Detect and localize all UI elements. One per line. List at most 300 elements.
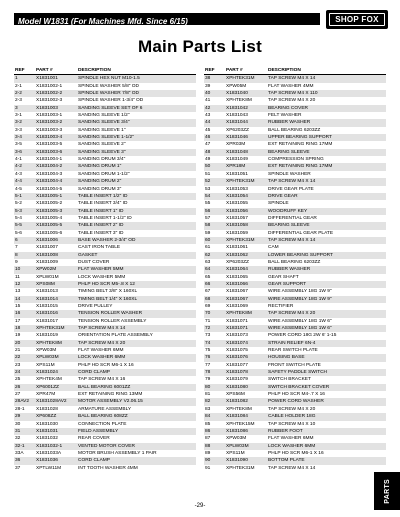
ref-cell: 61 bbox=[205, 245, 211, 251]
part-number-cell: X1831080 bbox=[225, 384, 267, 391]
part-number-cell: X1831057 bbox=[226, 215, 248, 221]
ref-cell: 4-2 bbox=[14, 163, 35, 170]
description-cell: MOTOR BRUSH ASSEMBLY 1 PAIR bbox=[78, 450, 157, 456]
description-cell: WOODRUFF KEY bbox=[267, 208, 386, 215]
table-row bbox=[204, 369, 386, 376]
part-number-cell: X1831086 bbox=[225, 428, 267, 435]
part-number-cell: X1831003-4 bbox=[35, 134, 77, 141]
description-cell: TENSION ROLLER WASHER bbox=[77, 310, 196, 317]
page-number: -29- bbox=[194, 503, 206, 509]
part-number-cell: X1831015 bbox=[36, 304, 58, 309]
description-cell: WIRE ASSEMBLY 18G 1W 6" bbox=[267, 325, 386, 332]
ref-cell: 29 bbox=[14, 413, 35, 420]
description-cell: DIFFERENTIAL GEAR PLATE bbox=[268, 230, 334, 236]
description-cell: CORD CLAMP bbox=[77, 457, 196, 464]
table-row bbox=[14, 97, 196, 104]
description-cell: FLAT WASHER 6MM bbox=[268, 436, 314, 442]
part-number-cell: X1831055 bbox=[226, 201, 248, 207]
ref-cell: 87 bbox=[205, 436, 211, 442]
description-cell: SPINDLE HEX NUT M10-1.5 bbox=[77, 75, 196, 83]
ref-cell: 63 bbox=[205, 259, 211, 265]
part-number-cell: X1831017 bbox=[36, 318, 58, 324]
ref-cell: 41 bbox=[205, 98, 211, 104]
description-cell: LOCK WASHER 5MM bbox=[78, 274, 126, 280]
part-number-cell: X1831005-6 bbox=[36, 230, 63, 236]
table-row bbox=[204, 303, 386, 310]
table-row bbox=[204, 134, 386, 141]
ref-cell: 77 bbox=[205, 362, 211, 368]
ref-cell: 30 bbox=[15, 421, 21, 427]
ref-cell: 83 bbox=[205, 406, 211, 412]
part-number-cell: X1831061 bbox=[226, 245, 248, 251]
table-row bbox=[14, 244, 196, 251]
description-cell: CONNECTION PLATE bbox=[78, 421, 127, 427]
part-number-cell: X1831042 bbox=[225, 105, 267, 112]
table-row bbox=[204, 193, 386, 200]
part-number-cell: XPR03M bbox=[226, 142, 246, 148]
part-number-cell: XPHTEK31M bbox=[35, 325, 77, 332]
table-row bbox=[14, 237, 196, 244]
ref-cell: 27 bbox=[15, 392, 21, 398]
description-cell: SANDING DRUM 1" bbox=[77, 163, 196, 170]
description-cell: SPINDLE bbox=[268, 201, 289, 207]
ref-cell: 45 bbox=[205, 127, 211, 133]
description-cell: PHLP HD SCR M6-1 X 16 bbox=[78, 362, 134, 368]
col-header-description: DESCRIPTION bbox=[77, 67, 196, 75]
table-row bbox=[204, 384, 386, 391]
ref-cell: 54 bbox=[204, 193, 225, 200]
part-number-cell: XPHTEK8M bbox=[35, 340, 77, 347]
table-row bbox=[204, 376, 386, 383]
table-row bbox=[204, 457, 386, 464]
table-row bbox=[204, 222, 386, 229]
ref-cell: 3-5 bbox=[15, 142, 22, 148]
table-row bbox=[204, 105, 386, 112]
description-cell: BEARING SLEEVE bbox=[267, 222, 386, 229]
description-cell: TABLE INSERT 2" ID bbox=[77, 222, 196, 229]
ref-cell: 3 bbox=[14, 105, 35, 112]
part-number-cell: X1831076 bbox=[225, 354, 267, 361]
description-cell: TAP SCREW M4 X 14 bbox=[267, 237, 386, 244]
table-row bbox=[204, 97, 386, 104]
description-cell: BASE WASHER 2-3/4" OD bbox=[77, 237, 196, 244]
table-row bbox=[14, 222, 196, 229]
table-row bbox=[204, 318, 386, 325]
description-cell: TABLE INSERT 1-1/2" ID bbox=[78, 215, 132, 221]
description-cell: BALL BEARING 6203ZZ bbox=[268, 259, 321, 265]
part-number-cell: XPW03M bbox=[36, 348, 57, 354]
part-number-cell: X1831008 bbox=[35, 252, 77, 259]
ref-cell: 28-1 bbox=[15, 406, 25, 412]
table-row bbox=[14, 421, 196, 428]
description-cell: TENSION ROLLER ASSEMBLY bbox=[78, 318, 147, 324]
description-cell: EXT RETAINING RING 13MM bbox=[78, 392, 143, 398]
part-number-cell: X1831084 bbox=[225, 413, 267, 420]
part-number-cell: X1831032 bbox=[36, 436, 58, 442]
ref-cell: 39 bbox=[205, 83, 211, 89]
part-number-cell: X1831059 bbox=[226, 230, 248, 236]
description-cell: CABLE HOLDER 18G bbox=[267, 413, 386, 420]
part-number-cell: XPHTEK31M bbox=[225, 75, 267, 83]
ref-cell: 50 bbox=[204, 163, 225, 170]
ref-cell: 55 bbox=[205, 201, 211, 207]
ref-cell: 32-1 bbox=[14, 443, 35, 450]
part-number-cell: X1831002-1 bbox=[36, 83, 63, 89]
description-cell: TABLE INSERT 3" ID bbox=[78, 230, 124, 236]
part-number-cell: X1831003 bbox=[35, 105, 77, 112]
ref-cell: 48 bbox=[204, 149, 225, 156]
table-row bbox=[204, 443, 386, 450]
description-cell: BEARING COVER bbox=[267, 105, 386, 112]
part-number-cell: X1831033A bbox=[36, 450, 62, 456]
ref-cell: 31 bbox=[14, 428, 35, 435]
ref-cell: 3-2 bbox=[14, 119, 35, 126]
description-cell: BALL BEARING 6203ZZ bbox=[268, 127, 321, 133]
description-cell: REAR SWITCH PLATE bbox=[268, 348, 318, 354]
description-cell: TABLE INSERT 1" ID bbox=[77, 208, 196, 215]
table-row bbox=[204, 156, 386, 163]
ref-cell: 10 bbox=[14, 266, 35, 273]
side-tab-label: PARTS bbox=[383, 478, 391, 504]
table-row bbox=[14, 354, 196, 361]
table-row bbox=[14, 200, 196, 207]
part-number-cell: X1831074 bbox=[225, 340, 267, 347]
description-cell: PHLP HD SCR M4-.7 X 16 bbox=[268, 392, 325, 398]
description-cell: TAP SCREW M4 X 10 bbox=[268, 421, 316, 427]
table-row bbox=[204, 200, 386, 207]
ref-cell: 9 bbox=[15, 259, 18, 265]
ref-cell: 5-1 bbox=[14, 193, 35, 200]
ref-cell: 4-4 bbox=[14, 178, 35, 185]
ref-cell: 18 bbox=[14, 325, 35, 332]
parts-table-right bbox=[204, 67, 386, 472]
table-row bbox=[204, 362, 386, 369]
table-row bbox=[14, 281, 196, 288]
table-row bbox=[204, 421, 386, 428]
description-cell: REAR COVER bbox=[78, 436, 110, 442]
ref-cell: 47 bbox=[205, 142, 211, 148]
description-cell: RUBBER FOOT bbox=[267, 428, 386, 435]
ref-cell: 76 bbox=[204, 354, 225, 361]
table-row bbox=[14, 450, 196, 457]
logo-text: SHOP FOX bbox=[335, 15, 379, 24]
description-cell: TAP SCREW M4 X 14 bbox=[268, 465, 316, 471]
part-number-cell: X1831036 bbox=[35, 457, 77, 464]
table-row bbox=[14, 288, 196, 295]
description-cell: LOCK WASHER 6MM bbox=[77, 354, 196, 361]
part-number-cell: X1831051 bbox=[226, 171, 248, 177]
part-number-cell: XPHTEK31M bbox=[225, 237, 267, 244]
part-number-cell: XPLW03M bbox=[225, 443, 267, 450]
ref-cell: 8 bbox=[14, 252, 35, 259]
ref-cell: 40 bbox=[204, 90, 225, 97]
ref-cell: 58 bbox=[204, 222, 225, 229]
parts-table-left bbox=[14, 67, 196, 472]
ref-cell: 17 bbox=[15, 318, 21, 324]
description-cell: SAFETY PADDLE SWITCH bbox=[267, 369, 386, 376]
part-number-cell: XP608ZZ bbox=[35, 413, 77, 420]
description-cell: DRIVE PULLEY bbox=[78, 304, 113, 309]
ref-cell: 26 bbox=[14, 384, 35, 391]
table-row bbox=[204, 398, 386, 405]
part-number-cell: X1831048 bbox=[225, 149, 267, 156]
description-cell: WIRE ASSEMBLY 18G 1W 9" bbox=[268, 289, 332, 295]
part-number-cell: X1831005-2 bbox=[36, 201, 63, 207]
part-number-cell: X1831054 bbox=[225, 193, 267, 200]
table-row bbox=[14, 435, 196, 442]
table-row bbox=[14, 149, 196, 156]
part-number-cell: X1831044 bbox=[225, 119, 267, 126]
description-cell: TAP SCREW M4 X 20 bbox=[77, 340, 196, 347]
description-cell: HOUSING BASE bbox=[267, 354, 386, 361]
part-number-cell: X1831067 bbox=[226, 289, 248, 295]
description-cell: FELT WASHER bbox=[268, 113, 302, 119]
table-row bbox=[14, 369, 196, 376]
table-row bbox=[14, 325, 196, 332]
description-cell: TAP SCREW M4 X 110 bbox=[267, 90, 386, 97]
ref-cell: 36 bbox=[14, 457, 35, 464]
table-row bbox=[204, 332, 386, 339]
ref-cell: 90 bbox=[204, 457, 225, 464]
description-cell: SANDING SLEEVE 1/2" bbox=[78, 113, 130, 119]
part-number-cell: X1831079 bbox=[226, 377, 248, 383]
description-cell: PHLP HD SCR M5-.8 X 12 bbox=[77, 281, 196, 288]
part-number-cell: XPW05M bbox=[226, 83, 247, 89]
table-row bbox=[14, 318, 196, 325]
ref-cell: 3-4 bbox=[14, 134, 35, 141]
part-number-cell: X1831073 bbox=[226, 333, 248, 339]
ref-cell: 57 bbox=[205, 215, 211, 221]
ref-cell: 70 bbox=[204, 310, 225, 317]
table-row bbox=[14, 340, 196, 347]
description-cell: LOWER BEARING SUPPORT bbox=[267, 252, 386, 259]
table-row bbox=[204, 259, 386, 266]
part-number-cell: X1831049 bbox=[226, 157, 248, 163]
table-row bbox=[14, 215, 196, 222]
table-row bbox=[204, 208, 386, 215]
table-row bbox=[204, 141, 386, 148]
ref-cell: 56 bbox=[204, 208, 225, 215]
description-cell: SANDING SLEEVE 1-1/2" bbox=[77, 134, 196, 141]
ref-cell: 5-4 bbox=[15, 215, 22, 221]
table-row bbox=[14, 186, 196, 193]
part-number-cell: XPS11M bbox=[226, 450, 245, 456]
part-number-cell: X1831067 bbox=[225, 296, 267, 303]
ref-cell: 84 bbox=[204, 413, 225, 420]
part-number-cell: XPHTEK4M bbox=[36, 377, 62, 383]
description-cell: SANDING DRUM 1-1/2" bbox=[78, 171, 130, 177]
description-cell: BALL BEARING 6001ZZ bbox=[77, 384, 196, 391]
description-cell: SPINDLE WASHER bbox=[268, 171, 311, 177]
part-number-cell: X1831082 bbox=[225, 398, 267, 405]
table-row bbox=[204, 266, 386, 273]
description-cell: TIMING BELT 1/4" X 160XL bbox=[77, 296, 196, 303]
part-number-cell: X1831003-5 bbox=[36, 142, 63, 148]
table-row bbox=[204, 178, 386, 185]
part-number-cell: X1831004-5 bbox=[36, 186, 63, 192]
part-number-cell: X1831004-4 bbox=[35, 178, 77, 185]
part-number-cell: X1831004-3 bbox=[36, 171, 63, 177]
table-row bbox=[204, 230, 386, 237]
part-number-cell: X1831075 bbox=[226, 348, 248, 354]
description-cell: RUBBER WASHER bbox=[267, 119, 386, 126]
table-row bbox=[204, 75, 386, 83]
description-cell: TAP SCREW M4 X 14 bbox=[267, 75, 386, 83]
description-cell: TAP SCREW M4 X 16 bbox=[78, 377, 126, 383]
part-number-cell: X1831005-3 bbox=[35, 208, 77, 215]
ref-cell: 88 bbox=[204, 443, 225, 450]
table-row bbox=[14, 193, 196, 200]
table-row bbox=[14, 163, 196, 170]
table-row bbox=[14, 83, 196, 90]
table-row bbox=[14, 134, 196, 141]
description-cell: GASKET bbox=[77, 252, 196, 259]
model-banner bbox=[14, 13, 320, 25]
ref-cell: 24 bbox=[14, 369, 35, 376]
ref-cell: 78 bbox=[204, 369, 225, 376]
table-row bbox=[14, 347, 196, 354]
description-cell: SANDING SLEEVE 3/4" bbox=[77, 119, 196, 126]
table-row bbox=[204, 274, 386, 281]
table-row bbox=[14, 332, 196, 339]
description-cell: DIFFERENTIAL GEAR bbox=[268, 215, 317, 221]
table-row bbox=[14, 178, 196, 185]
description-cell: SANDING SLEEVE 3" bbox=[77, 149, 196, 156]
description-cell: BEARING SLEEVE bbox=[267, 149, 386, 156]
part-number-cell: X1831028 bbox=[36, 406, 58, 412]
ref-cell: 6 bbox=[14, 237, 35, 244]
part-number-cell: XPLW03M bbox=[35, 354, 77, 361]
part-number-cell: XPR47M bbox=[36, 392, 56, 398]
table-row bbox=[14, 230, 196, 237]
description-cell: EXT RETAINING RING 17MM bbox=[268, 142, 333, 148]
part-number-cell: X1831065 bbox=[226, 274, 248, 280]
ref-cell: 74 bbox=[204, 340, 225, 347]
part-number-cell: XP6001ZZ bbox=[35, 384, 77, 391]
ref-cell: 38 bbox=[204, 75, 225, 83]
table-row bbox=[14, 296, 196, 303]
table-row bbox=[204, 281, 386, 288]
table-row bbox=[14, 90, 196, 97]
table-row bbox=[204, 127, 386, 134]
table-row bbox=[204, 215, 386, 222]
table-row bbox=[14, 171, 196, 178]
description-cell: UPPER BEARING SUPPORT bbox=[267, 134, 386, 141]
part-number-cell: X1831064 bbox=[225, 266, 267, 273]
ref-cell: 15 bbox=[15, 304, 21, 309]
ref-cell: 71 bbox=[205, 318, 211, 324]
table-row bbox=[14, 105, 196, 112]
description-cell: ARMATURE ASSEMBLY bbox=[78, 406, 132, 412]
description-cell: FIELD ASSEMBLY bbox=[77, 428, 196, 435]
part-number-cell: XPW02M bbox=[35, 266, 77, 273]
description-cell: SPINDLE WASHER 5/8" OD bbox=[78, 83, 139, 89]
table-row bbox=[14, 428, 196, 435]
part-number-cell: XPW03M bbox=[226, 436, 247, 442]
ref-cell: 2-3 bbox=[15, 98, 22, 104]
ref-cell: 32 bbox=[15, 436, 21, 442]
description-cell: PHLP HD SCR M6-1 X 16 bbox=[268, 450, 324, 456]
part-number-cell: X1831004-1 bbox=[36, 157, 63, 163]
description-cell: TIMING BELT 3/8" X 160XL bbox=[78, 289, 138, 295]
part-number-cell: X1831005-4 bbox=[36, 215, 63, 221]
description-cell: GEAR SHAFT bbox=[268, 274, 299, 280]
table-row bbox=[14, 406, 196, 413]
part-number-cell: X1831005-5 bbox=[35, 222, 77, 229]
table-row bbox=[204, 325, 386, 332]
part-number-cell: XPHTEK8M bbox=[225, 310, 267, 317]
table-row bbox=[204, 149, 386, 156]
part-number-cell: X1831002-2 bbox=[35, 90, 77, 97]
ref-cell: 23 bbox=[15, 362, 21, 368]
description-cell: LOCK WASHER 6MM bbox=[267, 443, 386, 450]
description-cell: TABLE INSERT 1/2" ID bbox=[77, 193, 196, 200]
ref-cell: 2-2 bbox=[14, 90, 35, 97]
table-header-row bbox=[14, 67, 196, 75]
part-number-cell: XPHTEK31M bbox=[226, 465, 255, 471]
ref-cell: 86 bbox=[204, 428, 225, 435]
description-cell: SANDING DRUM 3/4" bbox=[78, 157, 126, 163]
part-number-cell: X1831003-6 bbox=[35, 149, 77, 156]
description-cell: ORIENTATION PLATE ASSEMBLY bbox=[78, 333, 153, 339]
table-row bbox=[204, 237, 386, 244]
ref-cell: 80 bbox=[204, 384, 225, 391]
part-number-cell: XPHTEK31M bbox=[225, 178, 267, 185]
table-row bbox=[14, 119, 196, 126]
ref-cell: 25 bbox=[15, 377, 21, 383]
table-row bbox=[14, 266, 196, 273]
part-number-cell: X1831003-1 bbox=[36, 113, 63, 119]
description-cell: TAP SCREW M4 X 14 bbox=[267, 178, 386, 185]
ref-cell: 75 bbox=[205, 348, 211, 354]
part-number-cell: XPTLW11M bbox=[36, 465, 62, 471]
model-text: Model W1831 (For Machines Mfd. Since 6/15) bbox=[18, 17, 188, 26]
part-number-cell: X1831062 bbox=[225, 252, 267, 259]
ref-cell: 2-1 bbox=[15, 83, 22, 89]
table-row bbox=[14, 303, 196, 310]
description-cell: CORD CLAMP bbox=[77, 369, 196, 376]
part-number-cell: X1831040 bbox=[225, 90, 267, 97]
ref-cell: 43 bbox=[205, 113, 211, 119]
part-number-cell: XPHTEK15M bbox=[226, 421, 255, 427]
table-header-row bbox=[204, 67, 386, 75]
part-number-cell: X1831005-1 bbox=[35, 193, 77, 200]
ref-cell: 65 bbox=[205, 274, 211, 280]
table-row bbox=[14, 156, 196, 163]
description-cell: SANDING SLEEVE 2" bbox=[78, 142, 126, 148]
part-number-cell: X1831003-3 bbox=[36, 127, 63, 133]
part-number-cell: XPR18M bbox=[225, 163, 267, 170]
part-number-cell: X1831019 bbox=[36, 333, 58, 339]
ref-cell: 5-2 bbox=[15, 201, 22, 207]
description-cell: DUST COVER bbox=[78, 259, 110, 265]
part-number-cell: X1831053 bbox=[226, 186, 248, 192]
table-row bbox=[14, 252, 196, 259]
description-cell: RECTIFIER bbox=[268, 304, 294, 309]
ref-cell: 44 bbox=[204, 119, 225, 126]
part-number-cell: XPS11M bbox=[36, 362, 55, 368]
ref-cell: 89 bbox=[205, 450, 211, 456]
table-row bbox=[14, 362, 196, 369]
table-row bbox=[204, 450, 386, 457]
part-number-cell: X1831006 bbox=[35, 237, 77, 244]
part-number-cell: X1831071 bbox=[226, 318, 248, 324]
table-row bbox=[14, 457, 196, 464]
ref-cell: 49 bbox=[205, 157, 211, 163]
description-cell: MOTOR ASSEMBLY V2.06.15 bbox=[77, 398, 196, 405]
table-row bbox=[14, 274, 196, 281]
table-row bbox=[14, 112, 196, 119]
